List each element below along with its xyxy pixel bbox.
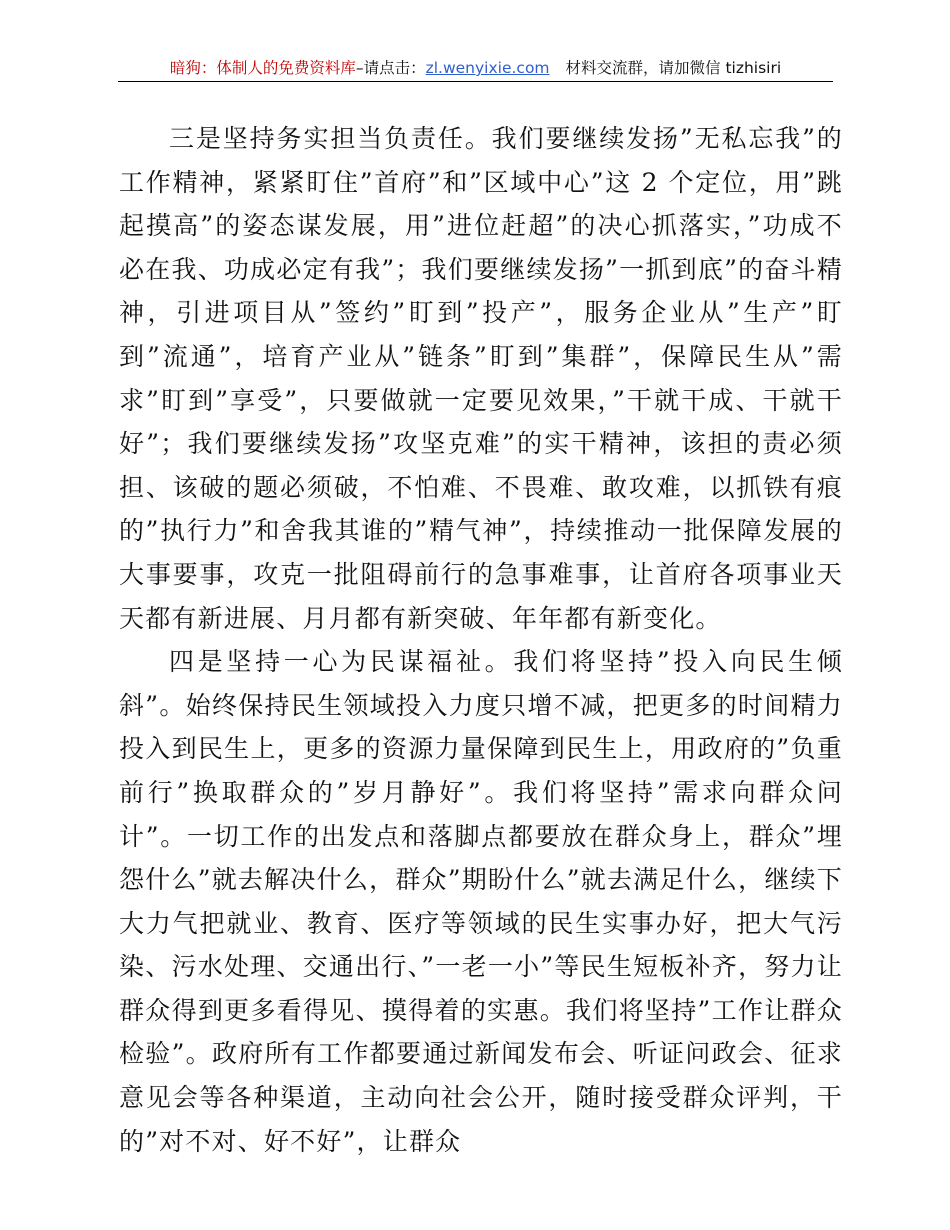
document-body bbox=[119, 117, 843, 1163]
paragraph-4: 四是坚持一心为民谋福祉。我们将坚持”投入向民生倾斜”。始终保持民生领域投入力度只增不减，把更多的时间精力投入到民生上，更多的资源力量保障到民生上，用政府的”负重前行”换取群众的”岁月静好”。我们将坚持”需求向群众问计”。一切工作的出发点和落脚点都要放在群众身上，群众”埋怨什么”就去解决什么，群众”期盼什么”就去满足什么，继续下大力气把就业、教育、医疗等领域的民生实事办好，把大气污染、污水处理、交通出行、”一老一小”等民生短板补齐，努力让群众得到更多看得见、摸得着的实惠。我们将坚持”工作让群众检验”。政府所有工作都要通过新闻发布会、听证问政会、征求意见会等各种渠道，主动向社会公开，随时接受群众评判，干的”对不对、好不好”，让群众 bbox=[119, 647, 843, 1156]
header-link[interactable]: zl.wenyixie.com bbox=[425, 59, 550, 77]
header-prompt: –请点击： bbox=[355, 59, 426, 77]
header-contact: 材料交流群，请加微信 tizhisiri bbox=[565, 59, 782, 77]
paragraph-3: 三是坚持务实担当负责任。我们要继续发扬”无私忘我”的工作精神，紧紧盯住”首府”和”区域中心”这 2 个定位，用”跳起摸高”的姿态谋发展，用”进位赶超”的决心抓落实，”功成不必在我、功成必定有我”；我们要继续发扬”一抓到底”的奋斗精神，引进项目从”签约”盯到”投产”，服务企业从”生产”盯到”流通”，培育产业从”链条”盯到”集群”，保障民生从”需求”盯到”享受”，只要做就一定要见效果，”干就干成、干就干好”；我们要继续发扬”攻坚克难”的实干精神，该担的责必须担、该破的题必须破，不怕难、不畏难、敢攻难，以抓铁有痕的”执行力”和舍我其谁的”精气神”，持续推动一批保障发展的大事要事，攻克一批阻碍前行的急事难事，让首府各项事业天天都有新进展、月月都有新突破、年年都有新变化。 bbox=[119, 124, 843, 633]
header-brand: 暗狗：体制人的免费资料库 bbox=[169, 59, 356, 77]
page-header bbox=[118, 55, 833, 82]
